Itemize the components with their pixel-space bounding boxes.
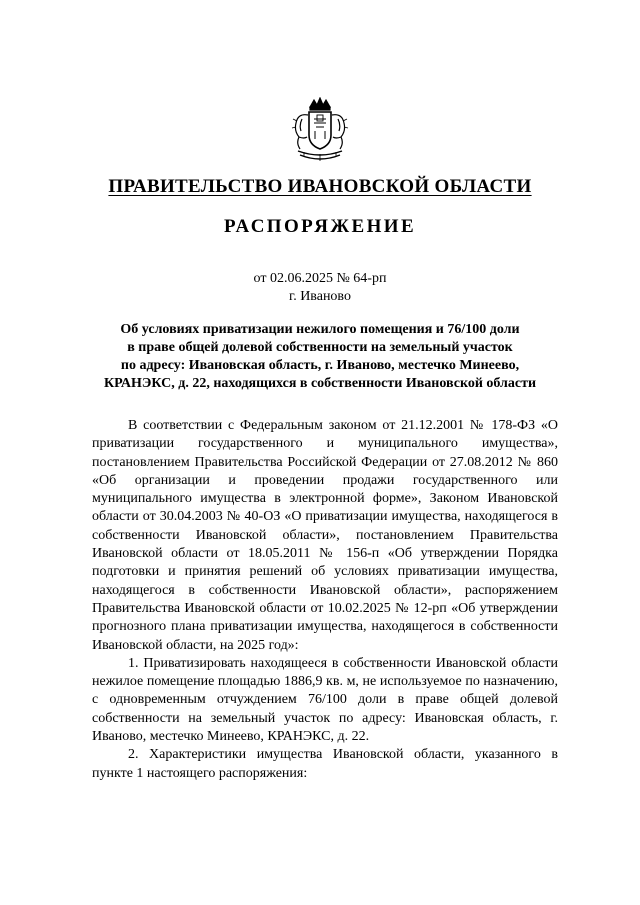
document-type: РАСПОРЯЖЕНИЕ (223, 216, 417, 237)
government-title (0, 176, 640, 198)
document-body (92, 417, 558, 783)
subject-line: Об условиях приватизации нежилого помещения и 76/100 доли (120, 322, 520, 337)
coat-of-arms-emblem (290, 97, 350, 163)
subject-line: в праве общей долевой собственности на земельный участок (127, 340, 513, 355)
subject-line: КРАНЭКС, д. 22, находящихся в собственности Ивановской области (103, 376, 537, 391)
document-meta (0, 270, 640, 306)
document-subject (60, 321, 580, 393)
preamble-paragraph: В соответствии с Федеральным законом от 21.12.2001 № 178-ФЗ «О приватизации государственного и муниципального имущества», постановлением Правительства Российской Федерации от 27.08.2012 № 860 «Об организации и проведении продажи государственного или муниципального имущества в электронной форме», Законом Ивановской области от 30.04.2003 № 40-ОЗ «О приватизации имущества, находящегося в собственности Ивановской области», постановлением Правительства Ивановской области от 18.05.2011 № 156-п «Об утверждении Порядка подготовки и принятия решений об условиях приватизации имущества, находящегося в собственности Ивановской области», распоряжением Правительства Ивановской области от 10.02.2025 № 12-рп «Об утверждении прогнозного плана приватизации имущества, находящегося в собственности Ивановской области, на 2025 год»: (92, 418, 558, 653)
government-title-text: ПРАВИТЕЛЬСТВО ИВАНОВСКОЙ ОБЛАСТИ (108, 176, 532, 197)
subject-line: по адресу: Ивановская область, г. Иваново, местечко Минеево, (120, 358, 520, 373)
date-number: от 02.06.2025 № 64-рп (253, 271, 387, 286)
city: г. Иваново (289, 289, 351, 304)
item-paragraph-1: 1. Приватизировать находящееся в собственности Ивановской области нежилое помещение площадью 1886,9 кв. м, не используемое по назначению, с одновременным отчуждением 76/100 доли в праве общей долевой собственности на земельный участок по адресу: Ивановская область, г. Иваново, местечко Минеево, КРАНЭКС, д. 22. (92, 655, 558, 745)
item-paragraph-2: 2. Характеристики имущества Ивановской области, указанного в пункте 1 настоящего распоряжения: (92, 747, 558, 781)
